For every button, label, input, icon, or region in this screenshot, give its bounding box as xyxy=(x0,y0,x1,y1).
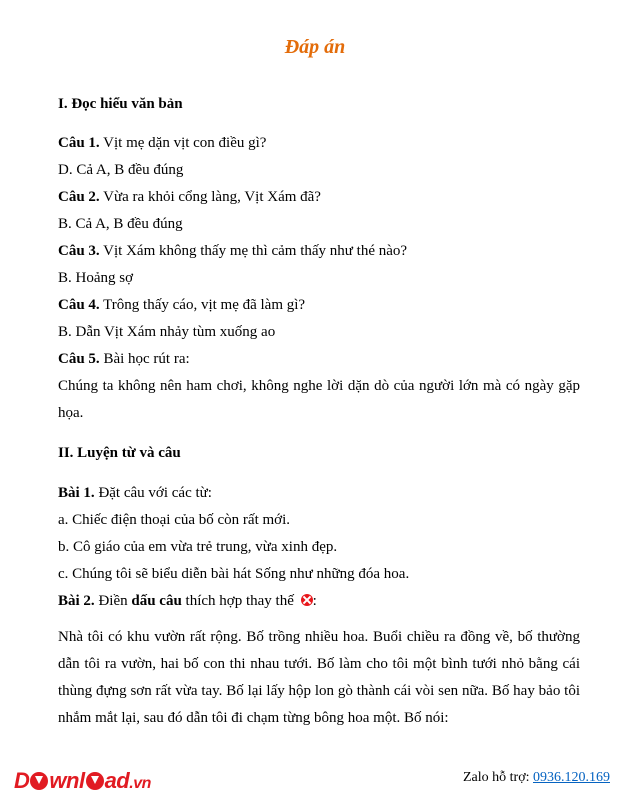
download-arrow-icon xyxy=(86,772,104,790)
exercise-2-paragraph: Nhà tôi có khu vườn rất rộng. Bố trồng nhiều hoa. Buổi chiều ra đồng về, bố thường dẫn tôi ra vườn, hai bố con thi nhau tưới. Bố làm cho tôi một bình tưới nhỏ bằng cái thùng đựng sơn rất vừa tay. Bố lại lấy hộp lon gò thành cái vòi sen nữa. Bố hay bảo tôi nhắm mắt lại, sau đó dẫn tôi đi chạm từng bông hoa một. Bố nói: xyxy=(58,629,580,726)
exercise-text: Điền xyxy=(94,593,132,609)
exercise-2 xyxy=(58,593,317,610)
answer-5: Chúng ta không nên ham chơi, không nghe lời dặn dò của người lớn mà có ngày gặp họa. xyxy=(58,378,580,421)
question-4 xyxy=(58,297,305,314)
exercise-label: Bài 2. xyxy=(58,593,95,609)
exercise-1-answer-b: b. Cô giáo của em vừa trẻ trung, vừa xinh đẹp. xyxy=(58,539,338,555)
question-label: Câu 2. xyxy=(58,189,100,205)
question-label: Câu 5. xyxy=(58,351,100,367)
question-2 xyxy=(58,189,321,206)
zalo-support xyxy=(463,770,610,786)
exercise-1-answer-c: c. Chúng tôi sẽ biểu diễn bài hát Sống như những đóa hoa. xyxy=(58,566,410,582)
exercise-1-answer-a: a. Chiếc điện thoại của bố còn rất mới. xyxy=(58,512,291,528)
logo-tld: .vn xyxy=(129,775,151,792)
exercise-colon: : xyxy=(312,593,317,609)
question-text: Bài học rút ra: xyxy=(99,351,190,367)
download-logo[interactable] xyxy=(14,768,151,794)
exercise-1 xyxy=(58,485,212,502)
exercise-keyword: dấu câu xyxy=(131,593,182,609)
question-text: Vừa ra khỏi cổng làng, Vịt Xám đã? xyxy=(99,189,321,205)
exercise-text: Đặt câu với các từ: xyxy=(94,485,212,501)
red-mark-icon xyxy=(301,594,313,606)
logo-text: D xyxy=(14,768,30,793)
question-3 xyxy=(58,243,407,260)
question-5 xyxy=(58,351,190,368)
answer-3: B. Hoảng sợ xyxy=(58,270,134,286)
answer-1: D. Cả A, B đều đúng xyxy=(58,162,184,178)
question-label: Câu 4. xyxy=(58,297,100,313)
exercise-label: Bài 1. xyxy=(58,485,95,501)
question-label: Câu 1. xyxy=(58,135,100,151)
question-1 xyxy=(58,135,266,152)
section-heading-vocab: II. Luyện từ và câu xyxy=(58,445,181,461)
question-text: Trông thấy cáo, vịt mẹ đã làm gì? xyxy=(99,297,306,313)
page-title: Đáp án xyxy=(284,36,346,58)
logo-text: ad xyxy=(104,768,130,793)
answer-4: B. Dẫn Vịt Xám nhảy tùm xuống ao xyxy=(58,324,276,340)
download-arrow-icon xyxy=(30,772,48,790)
logo-text: wnl xyxy=(49,768,85,793)
zalo-phone-link[interactable]: 0936.120.169 xyxy=(533,770,610,785)
question-text: Vịt mẹ dặn vịt con điều gì? xyxy=(99,135,267,151)
answer-2: B. Cả A, B đều đúng xyxy=(58,216,183,232)
exercise-text: thích hợp thay thế xyxy=(181,593,298,609)
question-text: Vịt Xám không thấy mẹ thì cảm thấy như thé nào? xyxy=(99,243,408,259)
question-label: Câu 3. xyxy=(58,243,100,259)
zalo-label: Zalo hỗ trợ: xyxy=(463,770,533,785)
section-heading-reading: I. Đọc hiểu văn bản xyxy=(58,96,183,112)
